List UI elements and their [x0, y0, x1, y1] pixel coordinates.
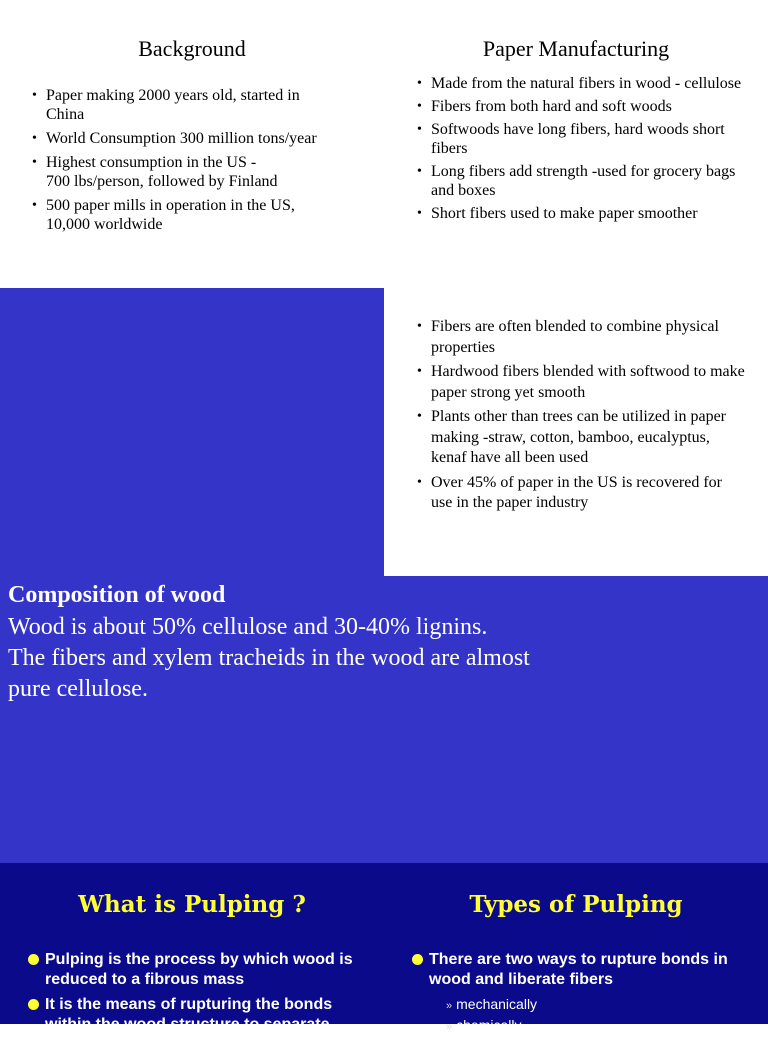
background-title: Background [138, 36, 246, 61]
composition-heading: Composition of wood [8, 582, 226, 608]
chevron-right-icon: » [446, 1000, 453, 1012]
bullet-icon: • [417, 319, 422, 334]
manufacturing-title: Paper Manufacturing [482, 36, 670, 61]
list-item [415, 120, 745, 158]
bullet-text: Over 45% of paper in the US is recovered for use in the paper industry [431, 473, 723, 511]
list-item [28, 950, 378, 990]
list-item [30, 86, 330, 124]
bullet-text: 500 paper mills in operation in the US, 10,000 worldwide [46, 197, 295, 233]
bullet-icon: • [417, 122, 422, 137]
list-item [412, 950, 757, 990]
list-item [415, 317, 745, 358]
sub-list-item [412, 995, 757, 1016]
bullet-text: Long fibers add strength -used for grocery bags and boxes [431, 163, 736, 199]
continued-bullet-list [415, 317, 745, 518]
bullet-text: There are two ways to rupture bonds in wood and liberate fibers [429, 951, 728, 988]
bullet-icon: • [32, 131, 37, 146]
bullet-icon: • [417, 164, 422, 179]
bullet-text: Fibers from both hard and soft woods [431, 98, 672, 115]
bullet-text: Highest consumption in the US - 700 lbs/person, followed by Finland [46, 154, 278, 190]
list-item [415, 473, 745, 514]
bullet-icon: • [417, 76, 422, 91]
list-item [415, 97, 745, 116]
chevron-right-icon: » [446, 1021, 453, 1033]
sub-bullet-text: mechanically [456, 996, 538, 1012]
list-item [30, 153, 330, 191]
types-of-pulping-slide [384, 863, 768, 1033]
bullet-icon: • [417, 364, 422, 379]
list-item [415, 162, 745, 200]
blank-blue-slide [0, 288, 384, 576]
pulping-bullet-list [28, 950, 378, 1040]
bullet-text: World Consumption 300 million tons/year [46, 130, 317, 147]
types-bullet-list [412, 950, 757, 1037]
list-item [30, 196, 330, 234]
sub-list-item [412, 1016, 757, 1037]
types-of-pulping-title: Types of Pulping [469, 891, 683, 918]
paper-manufacturing-slide [384, 0, 768, 288]
composition-slide [0, 576, 768, 863]
list-item [415, 204, 745, 223]
bullet-icon: • [32, 198, 37, 213]
bullet-text: Hardwood fibers blended with softwood to make paper strong yet smooth [431, 363, 745, 401]
bullet-text: Fibers are often blended to combine physical properties [431, 318, 719, 356]
bullet-text: Paper making 2000 years old, started in China [46, 87, 300, 123]
list-item [415, 74, 745, 93]
manufacturing-continued-slide [384, 288, 768, 576]
list-item [28, 995, 378, 1035]
background-slide [0, 0, 384, 288]
list-item [30, 129, 330, 148]
composition-body: Wood is about 50% cellulose and 30-40% lignins. The fibers and xylem tracheids in the wood are almost pure cellulose. [8, 614, 530, 702]
sub-bullet-text: chemically [456, 1017, 522, 1033]
list-item [415, 407, 745, 469]
bullet-icon: • [32, 155, 37, 170]
bullet-text: Softwoods have long fibers, hard woods short fibers [431, 121, 725, 157]
manufacturing-bullet-list [415, 74, 745, 227]
bullet-text: Short fibers used to make paper smoother [431, 205, 698, 222]
bullet-text: Plants other than trees can be utilized in paper making -straw, cotton, bamboo, eucalyptus, kenaf have all been used [431, 408, 727, 466]
list-item [415, 362, 745, 403]
bullet-text: Pulping is the process by which wood is reduced to a fibrous mass [45, 951, 353, 988]
bullet-icon: • [32, 88, 37, 103]
bullet-icon: • [417, 206, 422, 221]
background-bullet-list [30, 86, 330, 239]
what-is-pulping-title: What is Pulping ? [78, 891, 306, 918]
what-is-pulping-slide [0, 863, 384, 1033]
bullet-icon: • [417, 99, 422, 114]
yellow-bullet-icon [28, 999, 39, 1010]
bullet-text: It is the means of rupturing the bonds within the wood structure to separate [45, 996, 333, 1033]
bullet-icon: • [417, 474, 422, 490]
yellow-bullet-icon [412, 954, 423, 965]
yellow-bullet-icon [28, 954, 39, 965]
bullet-text: Made from the natural fibers in wood - cellulose [431, 75, 742, 92]
bullet-icon: • [417, 409, 422, 424]
